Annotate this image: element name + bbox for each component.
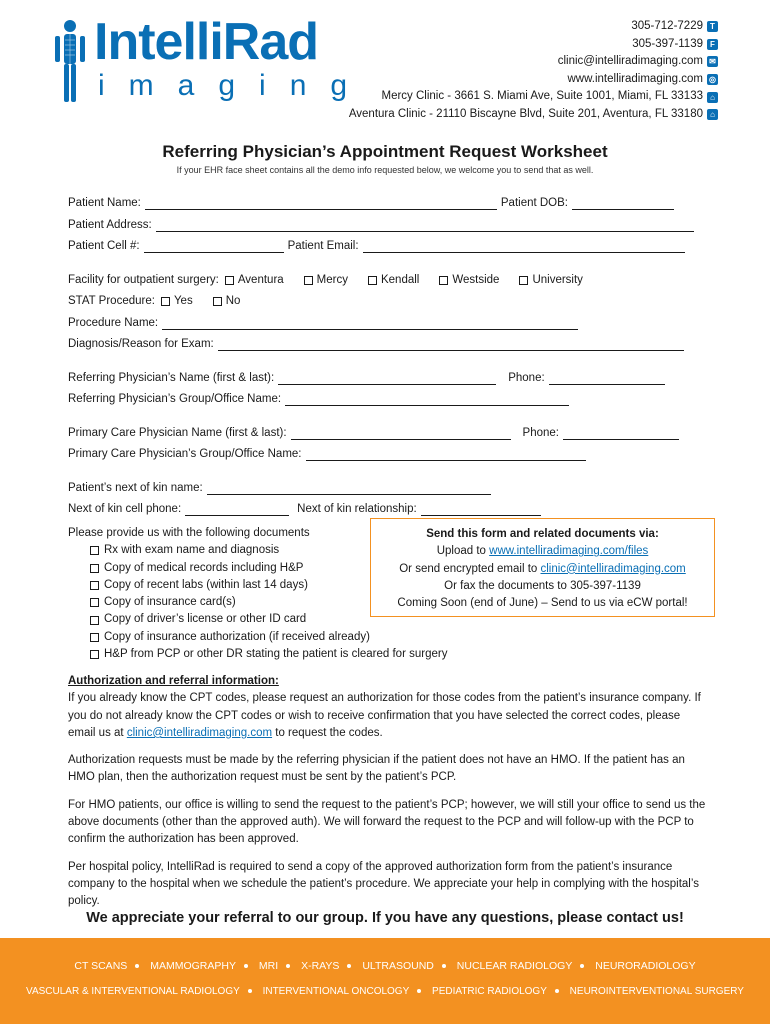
diagnosis-row — [68, 334, 708, 356]
checkbox[interactable] — [90, 564, 99, 573]
closing-message: We appreciate your referral to our group. If you have any questions, please contact us! — [86, 910, 684, 926]
checkbox[interactable] — [368, 276, 377, 285]
diagnosis-label: Diagnosis/Reason for Exam: — [68, 338, 214, 350]
stat-label: STAT Procedure: — [68, 295, 155, 307]
website-row — [349, 71, 718, 89]
service-x-rays: X-RAYS — [301, 960, 340, 972]
kin-name-label: Patient’s next of kin name: — [68, 481, 203, 494]
kin-relationship-field[interactable] — [421, 503, 541, 516]
service-vascular-radiology: VASCULAR & INTERVENTIONAL RADIOLOGY — [26, 986, 240, 997]
checkbox[interactable] — [90, 546, 99, 555]
bullet-icon — [347, 964, 351, 968]
email-row — [349, 53, 718, 71]
patient-cell-field[interactable] — [144, 240, 284, 253]
facility-option-university[interactable]: University — [513, 270, 582, 292]
document-item-medical-records[interactable]: Copy of medical records including H&P — [68, 560, 447, 577]
kin-cell-field[interactable] — [185, 503, 289, 516]
document-item-labs[interactable]: Copy of recent labs (within last 14 days) — [68, 577, 447, 594]
checkbox[interactable] — [90, 650, 99, 659]
facility-option-mercy[interactable]: Mercy — [298, 270, 348, 292]
send-instructions-box — [370, 518, 715, 617]
checkbox[interactable] — [90, 633, 99, 642]
document-item-authorization[interactable]: Copy of insurance authorization (if received already) — [68, 629, 447, 646]
procedure-field[interactable] — [162, 317, 578, 330]
facility-option-westside[interactable]: Westside — [433, 270, 499, 292]
facility-row — [68, 270, 708, 292]
patient-cell-label: Patient Cell #: — [68, 240, 140, 252]
pcp-group-label: Primary Care Physician’s Group/Office Name: — [68, 448, 302, 460]
pcp-name-label: Primary Care Physician Name (first & last): — [68, 426, 287, 439]
location-icon: ⌂ — [707, 109, 718, 120]
stat-option-no[interactable]: No — [207, 291, 241, 313]
upload-link[interactable]: www.intelliradimaging.com/files — [489, 545, 649, 558]
services-footer — [0, 938, 770, 1024]
fax-row — [349, 36, 718, 54]
service-neuroradiology: NEURORADIOLOGY — [595, 960, 696, 972]
request-form — [68, 193, 708, 521]
service-nuclear-radiology: NUCLEAR RADIOLOGY — [456, 960, 573, 972]
contact-block — [349, 18, 718, 124]
pcp-name-field[interactable] — [291, 427, 511, 440]
checkbox[interactable] — [439, 276, 448, 285]
bullet-icon — [555, 989, 559, 993]
facility-option-kendall[interactable]: Kendall — [362, 270, 419, 292]
pcp-phone-label: Phone: — [522, 426, 559, 439]
service-mri: MRI — [258, 960, 279, 972]
service-ct-scans: CT SCANS — [74, 960, 128, 972]
kin-cell-label: Next of kin cell phone: — [68, 503, 182, 515]
service-interventional-oncology: INTERVENTIONAL ONCOLOGY — [262, 986, 410, 997]
globe-icon: ◎ — [707, 74, 718, 85]
patient-contact-row — [68, 236, 708, 258]
body-figure-icon — [50, 18, 90, 104]
page-subtitle: If your EHR face sheet contains all the demo info requested below, we welcome you to send that as well. — [176, 165, 594, 175]
authorization-email-link[interactable]: clinic@intelliradimaging.com — [126, 726, 273, 739]
authorization-paragraph-2: Authorization requests must be made by the referring physician if the patient does not have an HMO. If the patient has an HMO plan, then the authorization request must be sent by the patient’s PCP. — [68, 754, 685, 784]
website-link[interactable]: www.intelliradimaging.com — [567, 72, 703, 85]
patient-address-row — [68, 215, 708, 237]
checkbox[interactable] — [304, 276, 313, 285]
stat-option-yes[interactable]: Yes — [155, 291, 193, 313]
referring-group-row — [68, 389, 708, 411]
diagnosis-field[interactable] — [218, 338, 684, 351]
pcp-group-field[interactable] — [306, 448, 586, 461]
patient-email-label: Patient Email: — [287, 240, 359, 252]
mercy-clinic-address: Mercy Clinic - 3661 S. Miami Ave, Suite 1001, Miami, FL 33133 — [381, 90, 703, 103]
service-mammography: MAMMOGRAPHY — [150, 960, 236, 972]
kin-relationship-label: Next of kin relationship: — [297, 503, 417, 515]
email-link[interactable]: clinic@intelliradimaging.com — [557, 55, 703, 68]
pcp-group-row — [68, 444, 708, 466]
checkbox[interactable] — [90, 616, 99, 625]
patient-address-field[interactable] — [156, 219, 694, 232]
kin-name-row — [68, 478, 708, 500]
bullet-icon — [248, 989, 252, 993]
upload-line: Upload to www.intelliradimaging.com/files — [436, 545, 649, 558]
patient-dob-field[interactable] — [572, 197, 674, 210]
document-item-clearance[interactable]: H&P from PCP or other DR stating the patient is cleared for surgery — [68, 646, 447, 663]
authorization-section — [68, 673, 708, 921]
documents-intro: Please provide us with the following documents — [68, 527, 310, 539]
page-title: Referring Physician’s Appointment Request Worksheet — [162, 142, 608, 161]
email-line: Or send encrypted email to clinic@intelliradimaging.com — [399, 562, 686, 575]
facility-label: Facility for outpatient surgery: — [68, 273, 219, 286]
service-pediatric-radiology: PEDIATRIC RADIOLOGY — [432, 986, 547, 997]
service-neurointerventional-surgery: NEUROINTERVENTIONAL SURGERY — [569, 986, 744, 997]
fax-number: 305-397-1139 — [632, 37, 703, 50]
checkbox[interactable] — [161, 297, 170, 306]
fax-line: Or fax the documents to 305-397-1139 — [444, 579, 641, 592]
services-row-2 — [0, 986, 770, 997]
phone-number: 305-712-7229 — [631, 20, 703, 32]
checkbox[interactable] — [90, 581, 99, 590]
location-icon: ⌂ — [707, 92, 718, 103]
referring-group-label: Referring Physician’s Group/Office Name: — [68, 393, 282, 405]
bullet-icon — [286, 964, 290, 968]
referring-name-field[interactable] — [278, 372, 496, 385]
bullet-icon — [417, 989, 421, 993]
send-heading: Send this form and related documents via: — [426, 528, 659, 540]
mercy-clinic-row — [349, 88, 718, 106]
checkbox[interactable] — [519, 276, 528, 285]
header — [0, 0, 770, 130]
checkbox[interactable] — [225, 276, 234, 285]
fax-icon: F — [707, 39, 718, 50]
referring-group-field[interactable] — [285, 393, 569, 406]
bullet-icon — [580, 964, 584, 968]
patient-address-label: Patient Address: — [68, 218, 152, 231]
aventura-clinic-address: Aventura Clinic - 21110 Biscayne Blvd, Suite 201, Aventura, FL 33180 — [348, 107, 703, 120]
coming-soon-line: Coming Soon (end of June) – Send to us via eCW portal! — [397, 597, 688, 610]
patient-name-label: Patient Name: — [68, 197, 141, 209]
document-item-insurance-card[interactable]: Copy of insurance card(s) — [68, 594, 447, 611]
checkbox[interactable] — [90, 598, 99, 607]
patient-name-field[interactable] — [145, 197, 497, 210]
pcp-name-row — [68, 423, 708, 445]
email-icon: ✉ — [707, 56, 718, 67]
encrypted-email-link[interactable]: clinic@intelliradimaging.com — [540, 562, 686, 575]
service-ultrasound: ULTRASOUND — [362, 960, 434, 972]
bullet-icon — [442, 964, 446, 968]
phone-icon: T — [707, 21, 718, 32]
referring-name-label: Referring Physician’s Name (first & last): — [68, 371, 275, 384]
phone-row — [349, 18, 718, 36]
authorization-heading: Authorization and referral information: — [68, 675, 279, 687]
referring-phone-label: Phone: — [508, 371, 545, 384]
aventura-clinic-row — [349, 106, 718, 124]
bullet-icon — [135, 964, 139, 968]
referring-name-row — [68, 368, 708, 390]
authorization-paragraph-1: If you already know the CPT codes, please request an authorization for those codes from the patient’s insurance company. If you do not already know the CPT codes or wish to receive confirmation that you have selected the correct codes, please email us at clinic@intelliradimaging.com to request the codes. — [68, 692, 701, 739]
patient-email-field[interactable] — [363, 240, 685, 253]
pcp-phone-field[interactable] — [563, 427, 679, 440]
facility-option-aventura[interactable]: Aventura — [219, 270, 284, 292]
kin-name-field[interactable] — [207, 482, 491, 495]
procedure-label: Procedure Name: — [68, 316, 159, 329]
procedure-row — [68, 313, 708, 335]
bullet-icon — [244, 964, 248, 968]
patient-dob-label: Patient DOB: — [500, 197, 568, 209]
checkbox[interactable] — [213, 297, 222, 306]
logo-name: IntelliRad — [94, 13, 319, 71]
logo-subtitle: imaging — [98, 69, 372, 102]
document-item-id-card[interactable]: Copy of driver’s license or other ID card — [68, 611, 447, 628]
patient-name-row — [68, 193, 708, 215]
stat-row — [68, 291, 708, 313]
document-item-rx[interactable]: Rx with exam name and diagnosis — [68, 542, 447, 559]
services-row-1 — [0, 960, 770, 972]
referring-phone-field[interactable] — [549, 372, 665, 385]
intellirad-logo — [50, 13, 372, 104]
authorization-paragraph-3: For HMO patients, our office is willing to send the request to the patient’s PCP; however, we will still your office to send us the above documents (other than the approved auth). We will forward the request to the PCP and will follow-up with the PCP to confirm the authorization has been approved. — [68, 798, 706, 846]
authorization-paragraph-4: Per hospital policy, IntelliRad is required to send a copy of the approved authorization form from the patient’s insurance company to the hospital when we schedule the patient’s procedure. We appreciate your help in complying with the hospital’s policy. — [68, 860, 699, 908]
